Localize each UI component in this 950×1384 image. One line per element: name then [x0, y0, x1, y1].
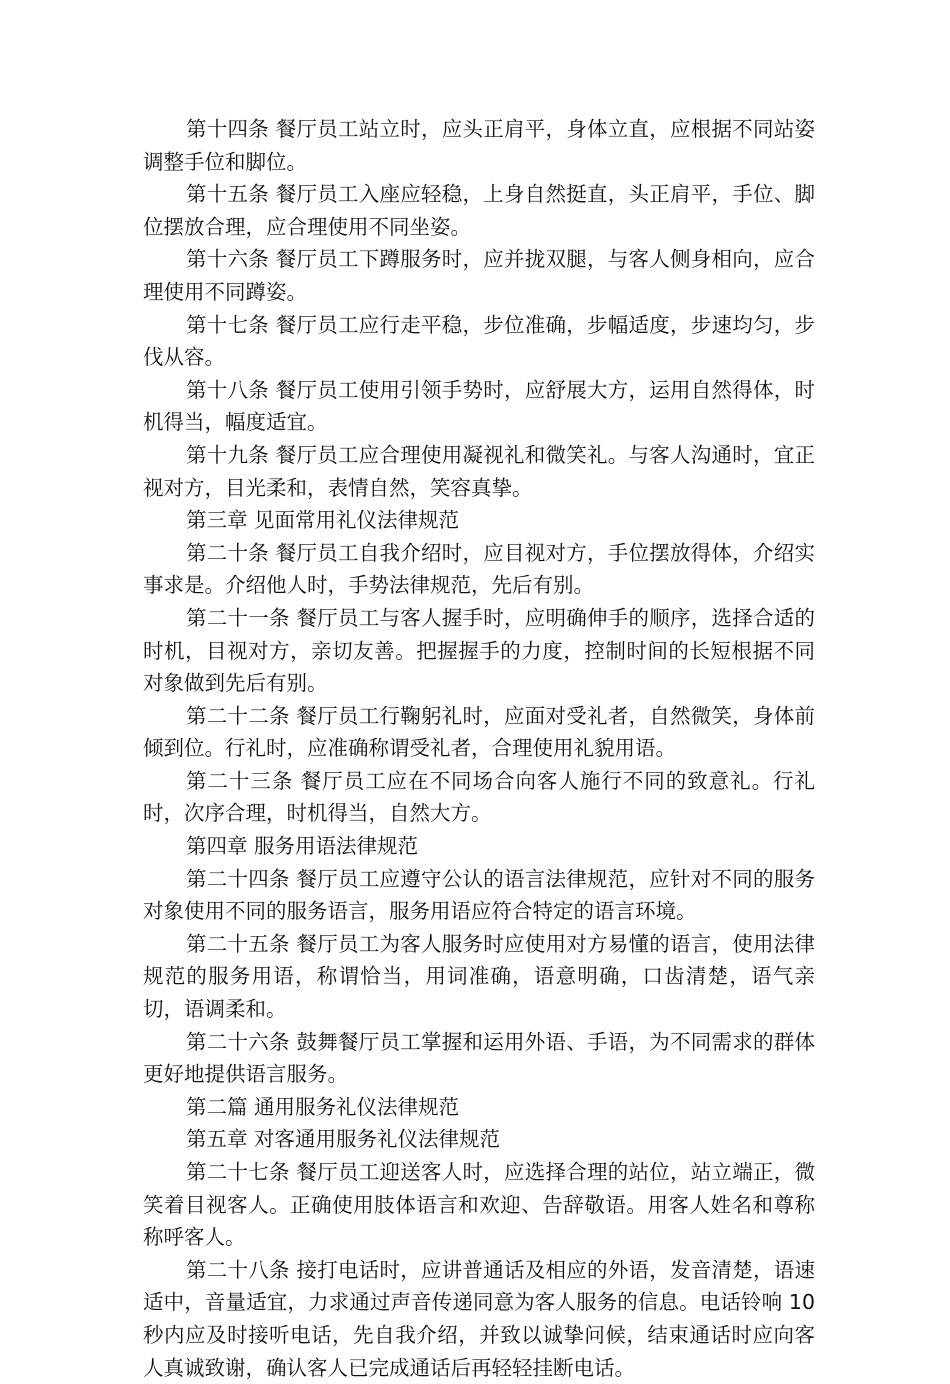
part-2-heading: 第二篇 通用服务礼仪法律规范: [186, 1094, 460, 1119]
chapter-4-heading: 第四章 服务用语法律规范: [186, 834, 419, 859]
article-28: 第二十八条 接打电话时，应讲普通话及相应的外语，发音清楚，语速适中，音量适宜，力求通过声音传递同意为客人服务的信息。电话铃响 10 秒内应及时接听电话，先自我介绍，并致以诚挚问候，结束通话时应向客人真诚致谢，确认客人已完成通话后再轻轻挂断电话。: [143, 1257, 815, 1380]
article-17: 第十七条 餐厅员工应行走平稳，步位准确，步幅适度，步速均匀，步伐从容。: [143, 312, 815, 370]
document-body: [143, 113, 815, 1384]
chapter-5-heading: 第五章 对客通用服务礼仪法律规范: [186, 1127, 501, 1152]
article-18: 第十八条 餐厅员工使用引领手势时，应舒展大方，运用自然得体，时机得当，幅度适宜。: [143, 377, 815, 435]
article-14: 第十四条 餐厅员工站立时，应头正肩平，身体立直，应根据不同站姿调整手位和脚位。: [143, 117, 815, 174]
article-24: 第二十四条 餐厅员工应遵守公认的语言法律规范，应针对不同的服务对象使用不同的服务语言，服务用语应符合特定的语言环境。: [143, 866, 815, 924]
article-22: 第二十二条 餐厅员工行鞠躬礼时，应面对受礼者，自然微笑，身体前倾到位。行礼时，应准确称谓受礼者，合理使用礼貌用语。: [143, 703, 815, 761]
article-25: 第二十五条 餐厅员工为客人服务时应使用对方易懂的语言，使用法律规范的服务用语，称谓恰当，用词准确，语意明确，口齿清楚，语气亲切，语调柔和。: [143, 931, 815, 1022]
article-15: 第十五条 餐厅员工入座应轻稳，上身自然挺直，头正肩平，手位、脚位摆放合理，应合理使用不同坐姿。: [143, 182, 815, 239]
article-16: 第十六条 餐厅员工下蹲服务时，应并拢双腿，与客人侧身相向，应合理使用不同蹲姿。: [143, 247, 815, 304]
article-23: 第二十三条 餐厅员工应在不同场合向客人施行不同的致意礼。行礼时，次序合理，时机得当，自然大方。: [143, 768, 815, 826]
article-19: 第十九条 餐厅员工应合理使用凝视礼和微笑礼。与客人沟通时，宜正视对方，目光柔和，表情自然，笑容真挚。: [143, 442, 815, 500]
article-26: 第二十六条 鼓舞餐厅员工掌握和运用外语、手语，为不同需求的群体更好地提供语言服务。: [143, 1029, 815, 1087]
article-27: 第二十七条 餐厅员工迎送客人时，应选择合理的站位，站立端正，微笑着目视客人。正确使用肢体语言和欢迎、告辞敬语。用客人姓名和尊称称呼客人。: [143, 1160, 815, 1250]
article-21: 第二十一条 餐厅员工与客人握手时，应明确伸手的顺序，选择合适的时机，目视对方，亲切友善。把握握手的力度，控制时间的长短根据不同对象做到先后有别。: [143, 605, 815, 696]
article-20: 第二十条 餐厅员工自我介绍时，应目视对方，手位摆放得体，介绍实事求是。介绍他人时，手势法律规范，先后有别。: [143, 540, 815, 598]
chapter-3-heading: 第三章 见面常用礼仪法律规范: [186, 508, 460, 533]
